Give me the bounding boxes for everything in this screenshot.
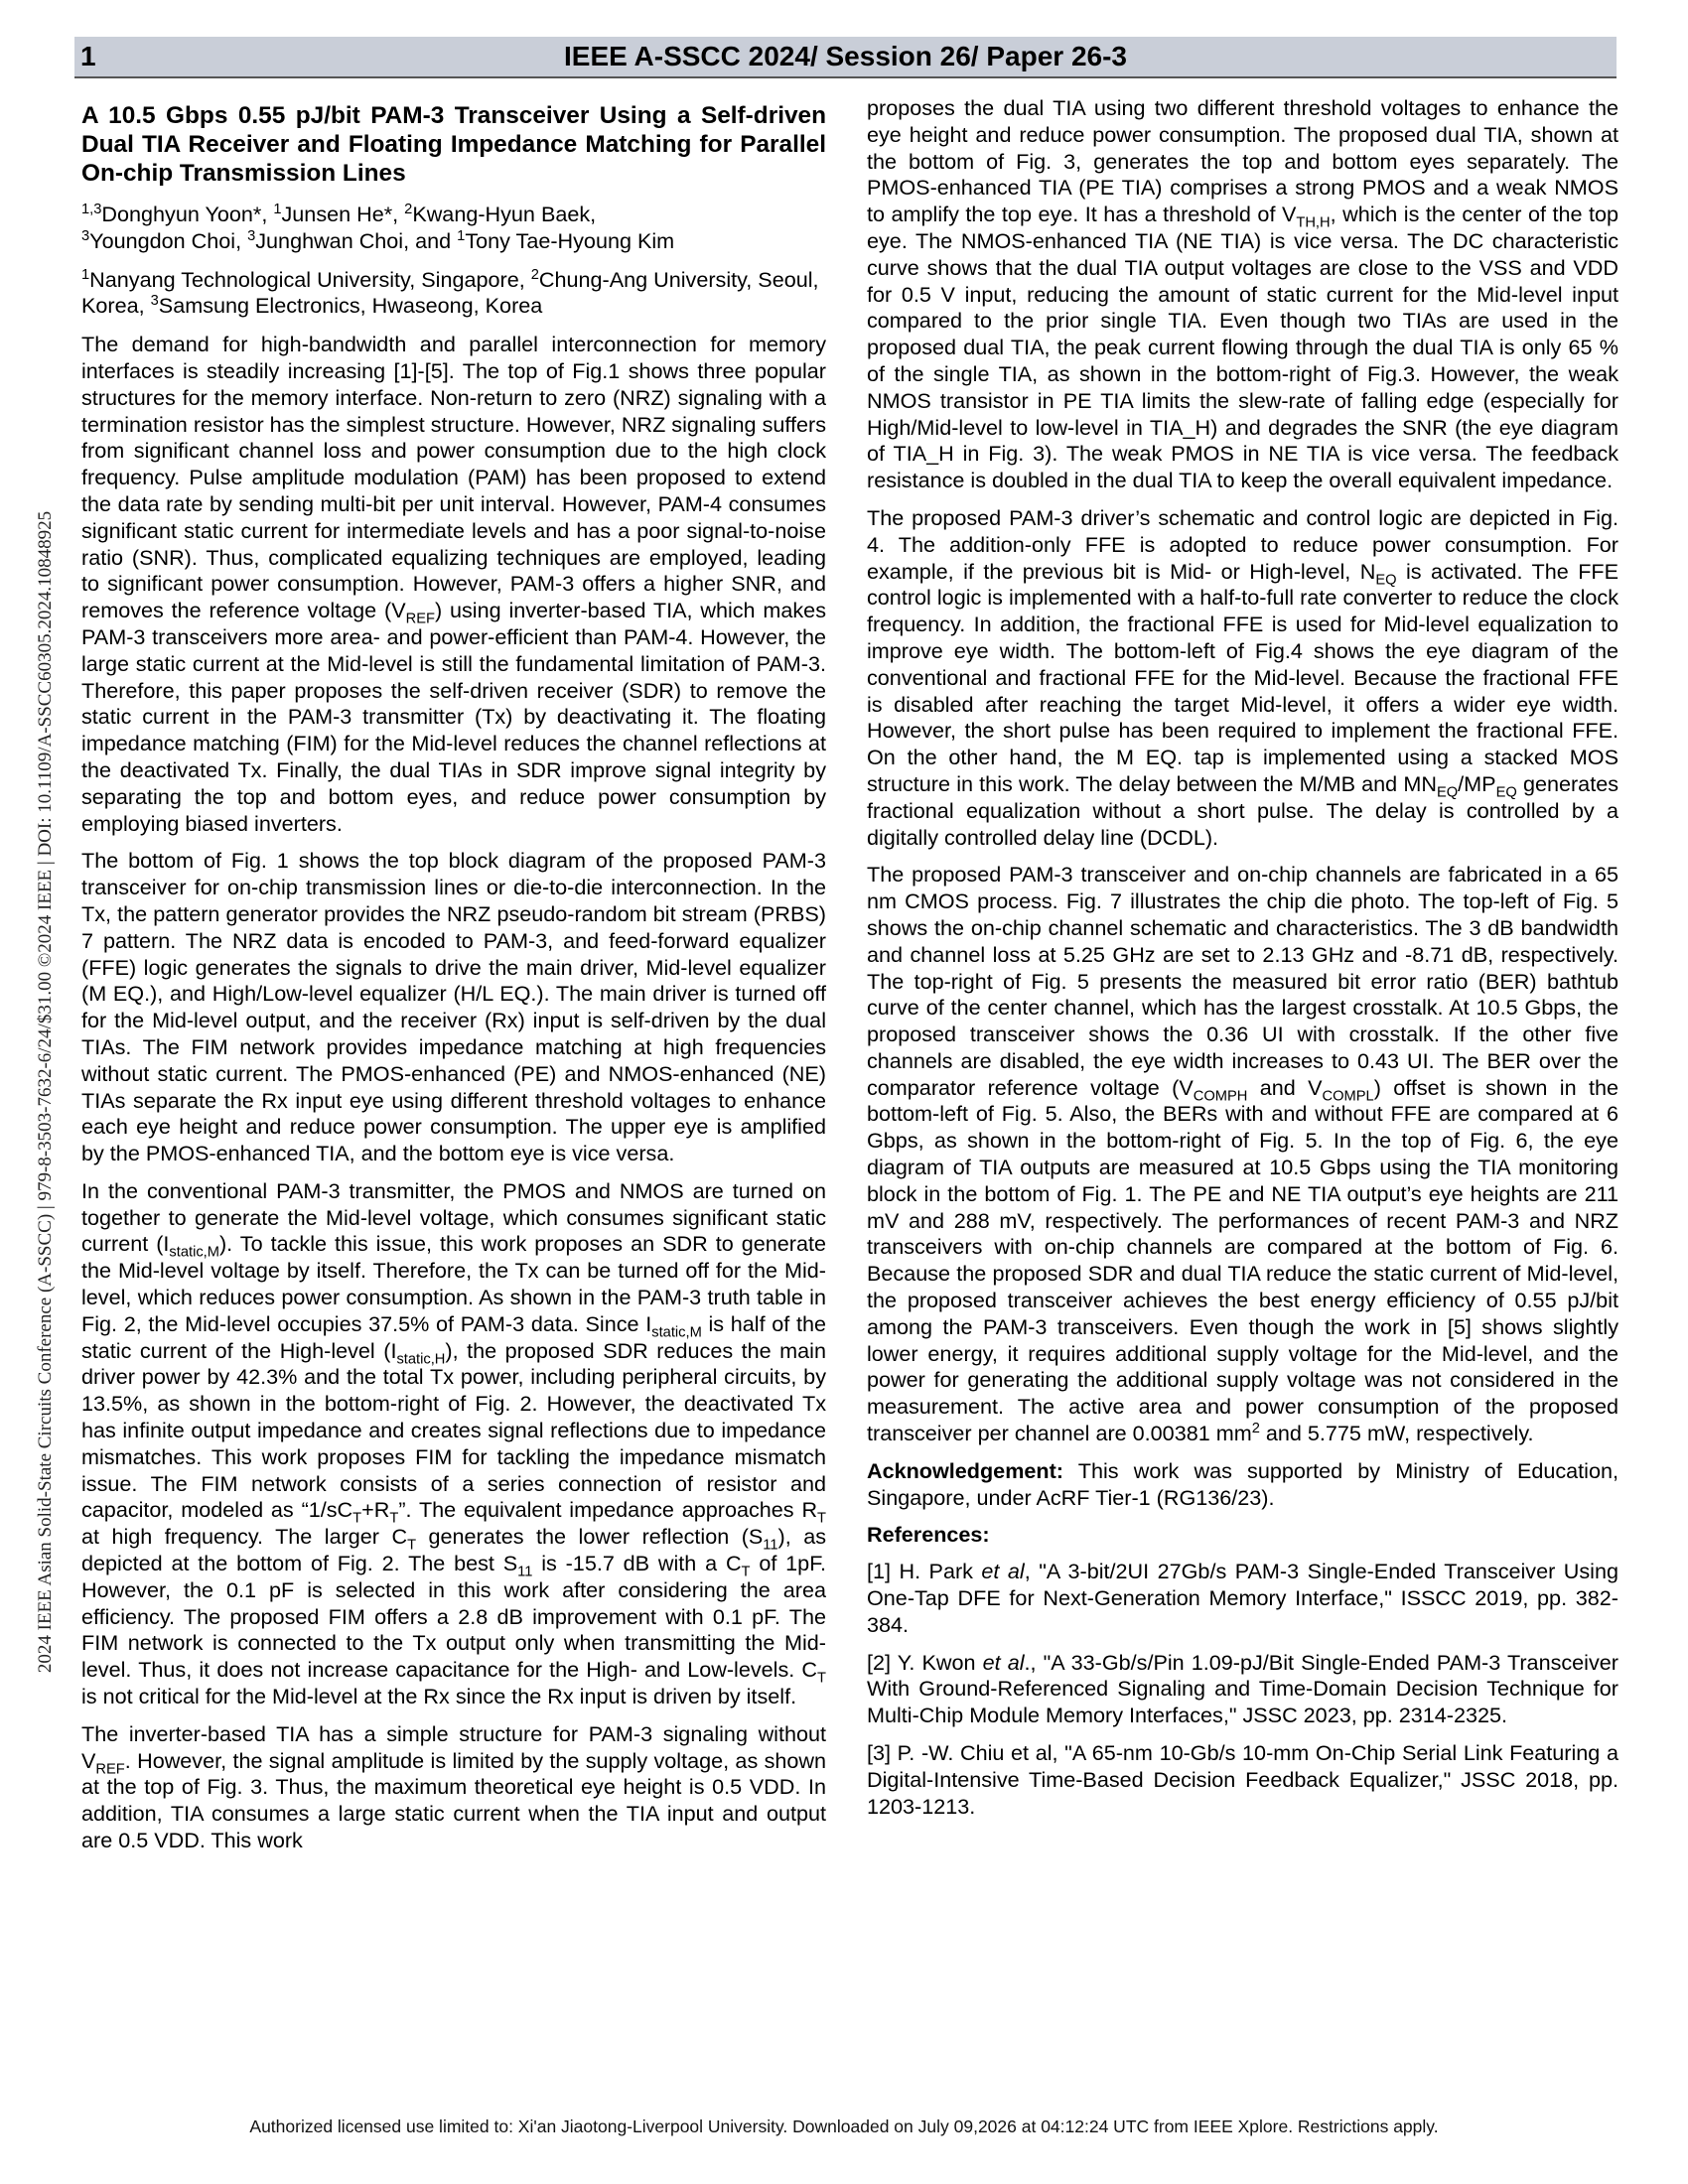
text-run: +R (361, 1497, 390, 1523)
affiliation: Samsung Electronics, Hwaseong, Korea (158, 293, 543, 319)
text-italic: et al (982, 1649, 1025, 1675)
subscript: COMPL (1322, 1088, 1374, 1104)
subscript: T (817, 1510, 827, 1527)
author-affil-mark: 1,3 (81, 201, 102, 217)
subscript: COMPH (1193, 1088, 1248, 1104)
text-run: ), as depicted at the bottom of Fig. 2. The best S (81, 1524, 827, 1576)
text-run: and V (1247, 1074, 1323, 1100)
subscript: T (741, 1564, 751, 1580)
page-header (74, 37, 1617, 78)
acknowledgement (867, 1458, 1618, 1512)
text-run: ). To tackle this issue, this work proposes an SDR to generate the Mid-level voltage by itself. Therefore, the Tx can be turned off for the Mid-level, which reduces power consumption. As shown in the PAM-3 truth table in Fig. 2, the Mid-level occupies 37.5% of PAM-3 data. Since I (81, 1231, 826, 1336)
license-footer: Authorized licensed use limited to: Xi'an Jiaotong-Liverpool University. Downloaded on July 09,2026 at 04:12:24 UTC from IEEE Xplore. Restrictions apply. (249, 2116, 1439, 2136)
text-run: is not critical for the Mid-level at the Rx since the Rx input is driven by itself. (81, 1684, 797, 1709)
subscript: T (817, 1670, 826, 1687)
text-run: , which is the center of the top eye. The NMOS-enhanced TIA (NE TIA) is vice versa. The DC characteristic curve shows that the dual TIA output voltages are close to the VSS and VDD for 0.5 V input, reducing the amount of static current for the Mid-level input compared to the prior single TIA. Even though two TIAs are used in the proposed dual TIA, the peak current flowing through the dual TIA is only 65 % of the single TIA, as shown in the bottom-right of Fig.3. However, the weak NMOS transistor in PE TIA limits the slew-rate of falling edge (especially for High/Mid-level to low-level in TIA_H) and degrades the SNR (the eye diagram of TIA_H in Fig. 3). The weak PMOS in NE TIA is vice versa. The feedback resistance is doubled in the dual TIA to keep the overall equivalent impedance. (867, 202, 1618, 493)
text-run: /MP (1458, 770, 1496, 796)
text-run: . However, the signal amplitude is limited by the supply voltage, as shown at the top of Fig. 3. Thus, the maximum theoretical eye height is 0.5 VDD. In addition, TIA consumes a large static current when the TIA input and output are 0.5 VDD. This work (81, 1747, 826, 1853)
author-name: Junghwan Choi, and (255, 227, 458, 253)
text-run: generates fractional equalization without a short pulse. The delay is controlled by a digitally controlled delay line (DCDL). (867, 770, 1618, 850)
subscript: T (407, 1537, 417, 1554)
body-paragraph (867, 505, 1618, 851)
body-paragraph (81, 1721, 826, 1854)
subscript: EQ (1375, 571, 1397, 588)
text-run: [3] P. -W. Chiu et al, "A 65-nm 10-Gb/s 10-mm On-Chip Serial Link Featuring a Digital-Intensive Time-Based Decision Feedback Equalizer," JSSC 2018, pp. 1203-1213. (867, 1740, 1618, 1819)
body-paragraph (81, 332, 826, 837)
superscript: 2 (1251, 1420, 1260, 1436)
author-affil-mark: 1 (273, 201, 282, 217)
subscript: 11 (517, 1564, 533, 1580)
subscript: static,M (651, 1324, 702, 1341)
text-run: ) using inverter-based TIA, which makes PAM-3 transceivers more area- and power-efficient than PAM-4. However, the large static current at the Mid-level is still the fundamental limitation of PAM-3. Therefore, this paper proposes the self-driven receiver (SDR) to remove the static current in the PAM-3 transmitter (Tx) by deactivating it. The floating impedance matching (FIM) for the Mid-level reduces the channel reflections at the deactivated Tx. Finally, the dual TIAs in SDR improve signal integrity by separating the top and bottom eyes, and reduce power consumption by employing biased inverters. (81, 598, 826, 836)
subscript: TH,H (1296, 214, 1331, 231)
text-run: [2] Y. Kwon (867, 1649, 983, 1675)
author-affil-mark: 2 (404, 201, 413, 217)
text-run: is half of the static current of the High-level (I (81, 1310, 827, 1363)
affil-mark: 2 (530, 266, 539, 283)
subscript: T (389, 1510, 399, 1527)
subscript: EQ (1495, 784, 1517, 801)
subscript: REF (95, 1760, 125, 1777)
author-name: Youngdon Choi, (89, 227, 248, 253)
body-paragraph (867, 95, 1618, 494)
text-run: ) offset is shown in the bottom-left of Fig. 5. Also, the BERs with and without FFE are compared at 6 Gbps, as shown in the bottom-right of Fig. 5. In the top of Fig. 6, the eye diagram of TIA outputs are measured at 10.5 Gbps using the TIA monitoring block in the bottom of Fig. 1. The PE and NE TIA output’s eye heights are 211 mV and 288 mV, respectively. The performances of recent PAM-3 and NRZ transceivers with on-chip channels are compared at the bottom of Fig. 6. Because the proposed SDR and dual TIA reduce the static current of Mid-level, the proposed transceiver achieves the best energy efficiency of 0.55 pJ/bit among the PAM-3 transceivers. Even though the work in [5] shows slightly lower energy, it requires additional supply voltage for the Mid-level, and the power for generating the additional supply voltage was not considered in the measurement. The active area and power consumption of the proposed transceiver per channel are 0.00381 mm (867, 1074, 1618, 1446)
author-affil-mark: 3 (81, 227, 90, 244)
text-run: generates the lower reflection (S (416, 1524, 764, 1550)
subscript: EQ (1436, 784, 1459, 801)
text-run: ), the proposed SDR reduces the main driver power by 42.3% and the total Tx power, including peripheral circuits, by 13.5%, as shown in the bottom-right of Fig. 2. However, the deactivated Tx has infinite output impedance and creates signal reflections due to impedance mismatches. This work proposes FIM for tackling the impedance mismatch issue. The FIM network consists of a series connection of resistor and capacitor, modeled as “1/sC (81, 1337, 826, 1523)
affiliation: Chung-Ang University, Seoul, Korea, (81, 266, 819, 319)
text-run: [1] H. Park (867, 1559, 982, 1584)
text-run: is -15.7 dB with a C (532, 1551, 742, 1576)
affil-mark: 3 (150, 293, 159, 310)
author-affil-mark: 3 (247, 227, 256, 244)
reference-item (867, 1559, 1618, 1638)
affiliation-list (81, 267, 826, 321)
text-run: is activated. The FFE control logic is implemented with a half-to-full rate converter to reduce the clock frequency. In addition, the fractional FFE is used for Mid-level equalization to improve eye width. The bottom-left of Fig.4 shows the eye diagram of the conventional and fractional FFE for the Mid-level. Because the fractional FFE is disabled after reaching the target Mid-level, it offers a wider eye width. However, the short pulse has been required to implement the fractional FFE. On the other hand, the M EQ. tap is implemented using a stacked MOS structure in this work. The delay between the M/MB and MN (867, 558, 1618, 796)
paper-title: A 10.5 Gbps 0.55 pJ/bit PAM-3 Transceiver Using a Self-driven Dual TIA Receiver and Floating Impedance Matching for Parallel On-chip Transmission Lines (81, 102, 826, 187)
text-run: ., "A 33-Gb/s/Pin 1.09-pJ/Bit Single-Ended PAM-3 Transceiver With Ground-Referenced Signaling and Time-Domain Decision Technique for Multi-Chip Module Memory Interfaces," JSSC 2023, pp. 2314-2325. (867, 1649, 1618, 1728)
text-run: at high frequency. The larger C (81, 1524, 408, 1550)
left-column (81, 95, 826, 1865)
copyright-strip (26, 0, 66, 2184)
text-run: The demand for high-bandwidth and parallel interconnection for memory interfaces is steadily increasing [1]-[5]. The top of Fig.1 shows three popular structures for the memory interface. Non-return to zero (NRZ) signaling with a termination resistor has the simplest structure. However, NRZ signaling suffers from significant channel loss and power consumption due to the high clock frequency. Pulse amplitude modulation (PAM) has been proposed to extend the data rate by sending multi-bit per unit interval. However, PAM-4 consumes significant static current for intermediate levels and has a poor signal-to-noise ratio (SNR). Thus, complicated equalizing techniques are employed, leading to significant power consumption. However, PAM-3 offers a higher SNR, and removes the reference voltage (V (81, 332, 826, 623)
text-run: ”. The equivalent impedance approaches R (398, 1497, 818, 1523)
text-run: The proposed PAM-3 transceiver and on-chip channels are fabricated in a 65 nm CMOS process. Fig. 7 illustrates the chip die photo. The top-left of Fig. 5 shows the on-chip channel schematic and characteristics. The 3 dB bandwidth and channel loss at 5.25 GHz are set to 2.13 GHz and -8.71 dB, respectively. The top-right of Fig. 5 presents the measured bit error ratio (BER) bathtub curve of the center channel, which has the largest crosstalk. At 10.5 Gbps, the proposed transceiver shows the 0.36 UI with crosstalk. If the other five channels are disabled, the eye width increases to 0.43 UI. The BER over the comparator reference voltage (V (867, 862, 1618, 1100)
text-run: proposes the dual TIA using two different threshold voltages to enhance the eye height and reduce power consumption. The proposed dual TIA, shown at the bottom of Fig. 3, generates the top and bottom eyes separately. The PMOS-enhanced TIA (PE TIA) comprises a strong PMOS and a weak NMOS to amplify the top eye. It has a threshold of V (867, 95, 1618, 227)
author-name: Kwang-Hyun Baek, (412, 202, 597, 226)
copyright-doi-text: 2024 IEEE Asian Solid-State Circuits Conference (A-SSCC) | 979-8-3503-7632-6/24/$31.00 ©2024 IEEE | DOI: 10.1109/A-SSCC60305.2024.10848925 (35, 510, 56, 1674)
author-name: Donghyun Yoon*, (101, 202, 274, 226)
text-run: , "A 3-bit/2UI 27Gb/s PAM-3 Single-Ended Transceiver Using One-Tap DFE for Next-Generation Memory Interface," ISSCC 2019, pp. 382-384. (867, 1559, 1618, 1637)
body-paragraph: The bottom of Fig. 1 shows the top block diagram of the proposed PAM-3 transceiver for on-chip transmission lines or die-to-die interconnection. In the Tx, the pattern generator provides the NRZ pseudo-random bit stream (PRBS) 7 pattern. The NRZ data is encoded to PAM-3, and feed-forward equalizer (FFE) logic generates the signals to drive the main driver, Mid-level equalizer (M EQ.), and High/Low-level equalizer (H/L EQ.). The main driver is turned off for the Mid-level output, and the receiver (Rx) input is self-driven by the dual TIAs. The FIM network provides impedance matching at high frequencies without static current. The PMOS-enhanced (PE) and NMOS-enhanced (NE) TIAs separate the Rx input eye using different threshold voltages to enhance each eye height and reduce power consumption. The upper eye is amplified by the PMOS-enhanced TIA, and the bottom eye is vice versa. (81, 848, 826, 1166)
running-header-title: IEEE A-SSCC 2024/ Session 26/ Paper 26-3 (563, 41, 1127, 71)
subscript: 11 (763, 1537, 778, 1554)
body-paragraph (81, 1178, 826, 1710)
body-paragraph (867, 862, 1618, 1447)
reference-item (867, 1650, 1618, 1729)
subscript: static,M (169, 1244, 219, 1261)
text-italic: et al (981, 1559, 1025, 1584)
affil-mark: 1 (81, 266, 90, 283)
subscript: T (352, 1510, 362, 1527)
text-run: of 1pF. However, the 0.1 pF is selected in this work after considering the area efficiency. The proposed FIM offers a 2.8 dB improvement with 0.1 pF. The FIM network is connected to the Tx output only when transmitting the Mid-level. Thus, it does not increase capacitance for the High- and Low-levels. C (81, 1551, 826, 1683)
text-run: In the conventional PAM-3 transmitter, the PMOS and NMOS are turned on together to generate the Mid-level voltage, which consumes significant static current (I (81, 1177, 826, 1257)
text-run: and 5.775 mW, respectively. (1259, 1421, 1534, 1446)
references-heading: References: (867, 1522, 990, 1548)
author-name: Junsen He*, (281, 202, 405, 226)
subscript: REF (405, 611, 435, 627)
author-list (81, 202, 826, 255)
author-affil-mark: 1 (457, 227, 466, 244)
subscript: static,H (396, 1350, 446, 1367)
affiliation: Nanyang Technological University, Singapore, (89, 266, 531, 292)
author-name: Tony Tae-Hyoung Kim (465, 227, 675, 253)
page-number: 1 (80, 41, 96, 71)
reference-item (867, 1740, 1618, 1820)
acknowledgement-label: Acknowledgement: (867, 1457, 1063, 1483)
right-column (867, 95, 1618, 1831)
acknowledgement-text: This work was supported by Ministry of Education, Singapore, under AcRF Tier-1 (RG136/23). (867, 1457, 1618, 1510)
text-run: The inverter-based TIA has a simple structure for PAM-3 signaling without V (81, 1720, 826, 1773)
text-run: The proposed PAM-3 driver’s schematic and control logic are depicted in Fig. 4. The addition-only FFE is adopted to reduce power consumption. For example, if the previous bit is Mid- or High-level, N (867, 504, 1618, 584)
